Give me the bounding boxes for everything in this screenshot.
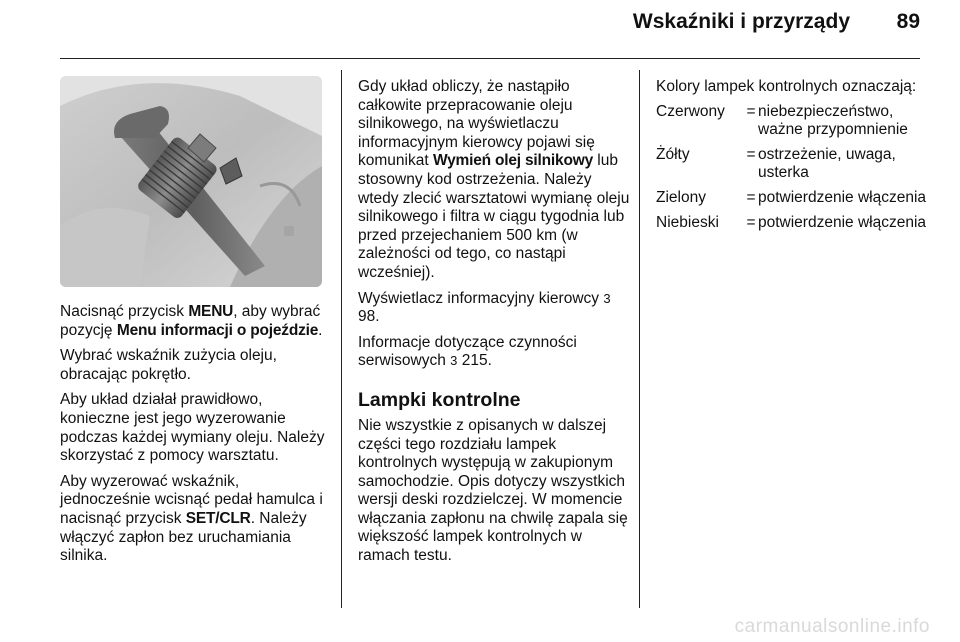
column-2 <box>358 78 633 573</box>
vehicle-info-menu-ref: Menu informacji o pojeździe <box>116 321 319 339</box>
oil-change-message-ref: Wymień olej silnikowy <box>432 152 593 170</box>
section-heading: Lampki kontrolne <box>358 388 521 411</box>
text-run: Wyświetlacz informacyjny kierowcy <box>358 289 604 307</box>
page-ref-arrow-icon: 3 <box>450 353 458 369</box>
warning-lights-intro: Nie wszystkie z opisanych w dalszej części tego rozdziału lampek kontrolnych występują w zakupionym samochodzie. Opis dotyczy wszystkich wersji deski rozdzielczej. W momencie włączania zapłonu na chwilę zapala się większość lampek kontrolnych w ramach testu. <box>358 416 628 565</box>
color-legend-table <box>656 103 926 239</box>
colors-intro: Kolory lampek kontrolnych oznaczają: <box>656 78 917 95</box>
column-divider-1 <box>341 70 342 608</box>
stalk-control-illustration <box>60 76 322 287</box>
text-run: lub stosowny kod ostrzeżenia. Należy wtedy zlecić warsztatowi wymianę oleju silnikowego i filtra w ciągu tygodnia lub przed przejechaniem 500 km (w zależności od tego, co nastąpi wcześniej). <box>358 152 630 281</box>
wiper-stalk-image <box>60 76 322 287</box>
color-meaning: potwierdzenie włączenia <box>758 213 927 231</box>
equals-sign: = <box>746 213 756 231</box>
page-title: Wskaźniki i przyrządy <box>632 10 850 33</box>
text-run: , aby wybrać pozycję <box>60 303 321 339</box>
table-row <box>656 103 926 146</box>
table-row <box>656 146 926 189</box>
text-run: Gdy układ obliczy, że nastąpiło całkowite przepracowanie oleju silnikowego, na wyświetlaczu informacyjnym kierowcy pojawi się komunikat <box>358 78 595 170</box>
color-name: Czerwony <box>656 102 725 120</box>
table-row <box>656 189 926 214</box>
column-divider-2 <box>639 70 640 608</box>
page-ref: 98. <box>358 308 380 326</box>
page-ref-arrow-icon: 3 <box>603 290 611 306</box>
column-3 <box>656 78 931 238</box>
color-name: Zielony <box>656 188 706 206</box>
set-clr-button-ref: SET/CLR <box>185 509 251 527</box>
text-run: . Należy włączyć zapłon bez uruchamiania silnika. <box>60 509 307 565</box>
color-meaning: potwierdzenie włączenia <box>758 188 927 206</box>
color-meaning: ostrzeżenie, uwaga, usterka <box>758 145 896 182</box>
text-run: Nacisnąć przycisk <box>60 303 189 320</box>
color-name: Niebieski <box>656 213 719 231</box>
page-number: 89 <box>896 10 920 33</box>
color-name: Żółty <box>656 145 690 163</box>
reset-requirement: Aby układ działał prawidłowo, konieczne jest jego wyzerowanie podczas każdej wymiany oleju. Należy skorzystać z pomocy warsztatu. <box>60 391 325 465</box>
oil-change-message-paragraph <box>358 78 633 283</box>
text-run: Aby wyzerować wskaźnik, jednocześnie wcisnąć pedał hamulca i nacisnąć przycisk <box>60 472 323 527</box>
equals-sign: = <box>746 188 756 206</box>
header-divider <box>60 58 920 59</box>
instruction-menu <box>60 303 330 340</box>
equals-sign: = <box>746 102 756 120</box>
page-ref: 215. <box>457 352 492 370</box>
column-1 <box>60 76 330 573</box>
text-run: Informacje dotyczące czynności serwisowych <box>358 333 577 370</box>
table-row <box>656 214 926 239</box>
equals-sign: = <box>746 145 756 163</box>
text-run: . <box>318 321 323 339</box>
driver-info-display-ref[interactable] <box>358 290 633 327</box>
watermark: carmanualsonline.info <box>734 616 930 637</box>
menu-button-ref: MENU <box>188 303 234 320</box>
service-info-ref[interactable] <box>358 334 633 371</box>
color-meaning: niebezpieczeństwo, ważne przypomnienie <box>758 102 908 139</box>
reset-instruction <box>60 473 330 566</box>
instruction-select-indicator: Wybrać wskaźnik zużycia oleju, obracając pokrętło. <box>60 347 277 383</box>
